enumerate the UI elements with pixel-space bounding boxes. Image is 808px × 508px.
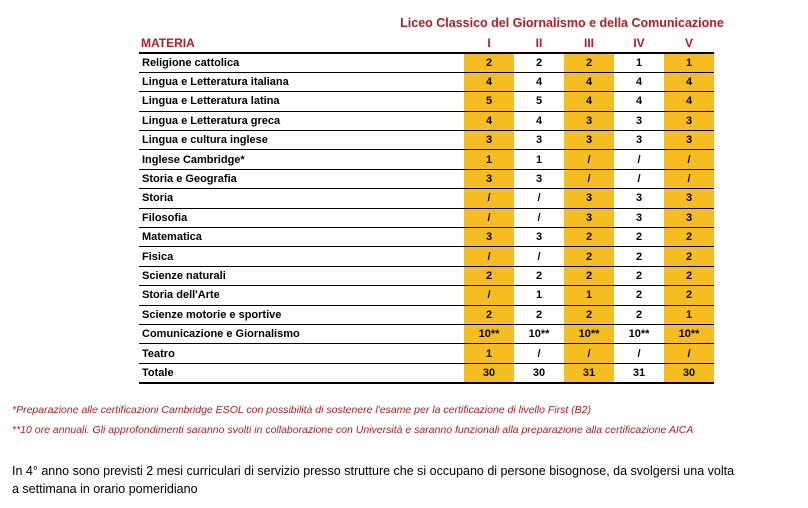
hours-cell-year-1: 1 <box>464 344 514 363</box>
hours-cell-year-1: / <box>464 247 514 266</box>
subject-cell: Scienze motorie e sportive <box>139 305 464 324</box>
hours-cell-year-1: 10** <box>464 324 514 343</box>
footnote-comunicazione: **10 ore annuali. Gli approfondimenti saranno svolti in collaborazione con Università e saranno funzionali alla preparazione alla certificazione AICA <box>12 424 694 436</box>
hours-cell-year-1: 2 <box>464 53 514 72</box>
subject-cell: Filosofia <box>139 208 464 227</box>
hours-cell-year-3: 3 <box>564 131 614 150</box>
hours-cell-year-1: 30 <box>464 363 514 382</box>
hours-cell-year-4: 4 <box>614 92 664 111</box>
hours-cell-year-5: 4 <box>664 72 714 91</box>
table-row <box>139 92 714 111</box>
subject-cell: Comunicazione e Giornalismo <box>139 324 464 343</box>
hours-cell-year-3: 2 <box>564 305 614 324</box>
hours-cell-year-1: 3 <box>464 228 514 247</box>
hours-cell-year-5: 4 <box>664 92 714 111</box>
hours-cell-year-4: / <box>614 150 664 169</box>
subject-cell: Matematica <box>139 228 464 247</box>
hours-cell-year-2: 5 <box>514 92 564 111</box>
column-header-year-2: II <box>514 35 564 53</box>
hours-cell-year-1: 2 <box>464 305 514 324</box>
table-row <box>139 131 714 150</box>
table-row <box>139 208 714 227</box>
table-row <box>139 305 714 324</box>
hours-cell-year-3: 10** <box>564 324 614 343</box>
hours-cell-year-2: 1 <box>514 286 564 305</box>
hours-cell-year-1: 3 <box>464 169 514 188</box>
hours-cell-year-2: 3 <box>514 131 564 150</box>
hours-cell-year-4: 4 <box>614 72 664 91</box>
subject-cell: Lingua e cultura inglese <box>139 131 464 150</box>
hours-cell-year-5: 2 <box>664 266 714 285</box>
column-header-materia: MATERIA <box>139 35 464 53</box>
hours-cell-year-4: 1 <box>614 53 664 72</box>
subject-cell: Lingua e Letteratura latina <box>139 92 464 111</box>
curriculum-table <box>139 35 714 384</box>
table-row <box>139 247 714 266</box>
hours-cell-year-4: 2 <box>614 228 664 247</box>
subject-cell: Scienze naturali <box>139 266 464 285</box>
subject-cell: Lingua e Letteratura italiana <box>139 72 464 91</box>
hours-cell-year-5: 30 <box>664 363 714 382</box>
hours-cell-year-5: 1 <box>664 305 714 324</box>
column-header-year-4: IV <box>614 35 664 53</box>
hours-cell-year-2: 30 <box>514 363 564 382</box>
subject-cell: Lingua e Letteratura greca <box>139 111 464 130</box>
hours-cell-year-2: / <box>514 189 564 208</box>
hours-cell-year-3: / <box>564 344 614 363</box>
hours-cell-year-2: 10** <box>514 324 564 343</box>
subject-cell: Storia <box>139 189 464 208</box>
table-row <box>139 344 714 363</box>
table-row <box>139 324 714 343</box>
table-row <box>139 363 714 382</box>
info-paragraph-line: In 4° anno sono previsti 2 mesi curriculari di servizio presso strutture che si occupano di persone bisognose, da svolgersi una volta <box>12 464 735 478</box>
hours-cell-year-5: / <box>664 169 714 188</box>
hours-cell-year-2: / <box>514 247 564 266</box>
hours-cell-year-1: 5 <box>464 92 514 111</box>
hours-cell-year-1: 4 <box>464 72 514 91</box>
footnote-cambridge: *Preparazione alle certificazioni Cambridge ESOL con possibilità di sostenere l'esame per la certificazione di livello First (B2) <box>12 404 591 416</box>
table-row <box>139 111 714 130</box>
hours-cell-year-4: / <box>614 169 664 188</box>
info-paragraph <box>12 462 802 498</box>
table-title: Liceo Classico del Giornalismo e della Comunicazione <box>400 16 724 30</box>
subject-cell: Teatro <box>139 344 464 363</box>
table-row <box>139 72 714 91</box>
hours-cell-year-2: 2 <box>514 266 564 285</box>
hours-cell-year-5: 1 <box>664 53 714 72</box>
hours-cell-year-2: 1 <box>514 150 564 169</box>
hours-cell-year-5: 3 <box>664 111 714 130</box>
hours-cell-year-4: 3 <box>614 111 664 130</box>
hours-cell-year-4: 31 <box>614 363 664 382</box>
header-row <box>139 35 714 53</box>
hours-cell-year-3: 4 <box>564 92 614 111</box>
hours-cell-year-2: 2 <box>514 305 564 324</box>
subject-cell: Inglese Cambridge* <box>139 150 464 169</box>
column-header-year-1: I <box>464 35 514 53</box>
hours-cell-year-3: 4 <box>564 72 614 91</box>
hours-cell-year-3: 3 <box>564 111 614 130</box>
subject-cell: Totale <box>139 363 464 382</box>
hours-cell-year-4: / <box>614 344 664 363</box>
hours-cell-year-3: 31 <box>564 363 614 382</box>
hours-cell-year-5: 2 <box>664 286 714 305</box>
hours-cell-year-5: 3 <box>664 208 714 227</box>
hours-cell-year-1: 4 <box>464 111 514 130</box>
hours-cell-year-5: / <box>664 150 714 169</box>
hours-cell-year-5: / <box>664 344 714 363</box>
hours-cell-year-4: 3 <box>614 189 664 208</box>
table-row <box>139 228 714 247</box>
table-row <box>139 266 714 285</box>
hours-cell-year-5: 3 <box>664 131 714 150</box>
hours-cell-year-3: 2 <box>564 53 614 72</box>
hours-cell-year-5: 10** <box>664 324 714 343</box>
subject-cell: Storia e Geografia <box>139 169 464 188</box>
hours-cell-year-1: / <box>464 189 514 208</box>
hours-cell-year-2: 4 <box>514 111 564 130</box>
info-paragraph-line: a settimana in orario pomeridiano <box>12 482 198 496</box>
table-row <box>139 53 714 72</box>
hours-cell-year-2: 4 <box>514 72 564 91</box>
hours-cell-year-4: 2 <box>614 266 664 285</box>
hours-cell-year-4: 3 <box>614 131 664 150</box>
subject-cell: Storia dell'Arte <box>139 286 464 305</box>
hours-cell-year-3: 2 <box>564 266 614 285</box>
hours-cell-year-4: 2 <box>614 247 664 266</box>
hours-cell-year-1: / <box>464 286 514 305</box>
hours-cell-year-3: 3 <box>564 189 614 208</box>
hours-cell-year-2: 3 <box>514 169 564 188</box>
hours-cell-year-4: 2 <box>614 286 664 305</box>
table-row <box>139 169 714 188</box>
column-header-year-3: III <box>564 35 614 53</box>
hours-cell-year-5: 2 <box>664 247 714 266</box>
hours-cell-year-4: 10** <box>614 324 664 343</box>
hours-cell-year-3: 3 <box>564 208 614 227</box>
hours-cell-year-1: 2 <box>464 266 514 285</box>
column-header-year-5: V <box>664 35 714 53</box>
hours-cell-year-2: 2 <box>514 53 564 72</box>
hours-cell-year-3: / <box>564 150 614 169</box>
subject-cell: Religione cattolica <box>139 53 464 72</box>
hours-cell-year-1: 3 <box>464 131 514 150</box>
hours-cell-year-3: 2 <box>564 228 614 247</box>
hours-cell-year-3: 1 <box>564 286 614 305</box>
hours-cell-year-5: 2 <box>664 228 714 247</box>
hours-cell-year-2: / <box>514 344 564 363</box>
table-row <box>139 189 714 208</box>
hours-cell-year-2: 3 <box>514 228 564 247</box>
hours-cell-year-3: / <box>564 169 614 188</box>
hours-cell-year-1: 1 <box>464 150 514 169</box>
hours-cell-year-4: 2 <box>614 305 664 324</box>
table-row <box>139 150 714 169</box>
hours-cell-year-1: / <box>464 208 514 227</box>
hours-cell-year-5: 3 <box>664 189 714 208</box>
subject-cell: Fisica <box>139 247 464 266</box>
hours-cell-year-4: 3 <box>614 208 664 227</box>
table-row <box>139 286 714 305</box>
hours-cell-year-3: 2 <box>564 247 614 266</box>
hours-cell-year-2: / <box>514 208 564 227</box>
